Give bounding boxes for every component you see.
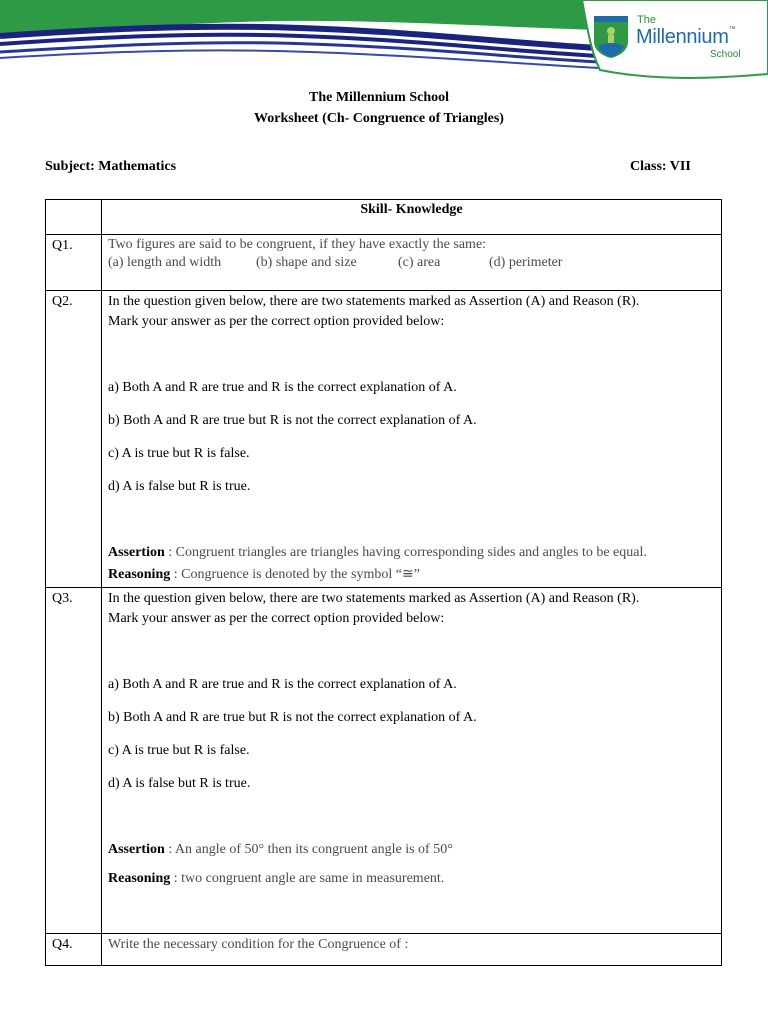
logo-school-text: School [710, 49, 741, 60]
q1-option-b: (b) shape and size [256, 255, 357, 270]
question-number-cell [46, 291, 102, 588]
q1-option-d: (d) perimeter [489, 255, 563, 270]
question-row [46, 291, 722, 588]
reasoning-text: : two congruent angle are same in measurement. [170, 871, 445, 886]
option-a: a) Both A and R are true and R is the correct explanation of A. [108, 677, 457, 692]
question-intro: In the question given below, there are two statements marked as Assertion (A) and Reason (R). [108, 294, 640, 309]
school-logo [584, 0, 768, 80]
school-name-heading: The Millennium School [308, 90, 450, 105]
table-header-row [46, 200, 722, 235]
question-text: Write the necessary condition for the Congruence of : [108, 937, 409, 952]
reasoning-label: Reasoning [108, 871, 171, 886]
question-number: Q4. [52, 937, 73, 952]
question-row [46, 934, 722, 966]
question-body-cell [102, 235, 722, 291]
reasoning-statement [108, 869, 715, 889]
reasoning-statement [108, 563, 715, 587]
option-d: d) A is false but R is true. [108, 479, 251, 494]
question-instruction: Mark your answer as per the correct option provided below: [108, 314, 445, 329]
assertion-label: Assertion [108, 545, 165, 560]
question-body-cell [102, 291, 722, 588]
reasoning-text: : Congruence is denoted by the symbol “≅” [170, 567, 420, 582]
option-b: b) Both A and R are true but R is not the correct explanation of A. [108, 710, 477, 725]
option-d: d) A is false but R is true. [108, 776, 251, 791]
question-number-cell [46, 588, 102, 934]
assertion-text: : Congruent triangles are triangles having corresponding sides and angles to be equal. [164, 545, 647, 560]
question-instruction: Mark your answer as per the correct option provided below: [108, 611, 445, 626]
header-number-cell [46, 200, 102, 235]
question-number-cell [46, 235, 102, 291]
q1-option-c: (c) area [398, 255, 441, 270]
option-b: b) Both A and R are true but R is not the correct explanation of A. [108, 413, 477, 428]
question-text: Two figures are said to be congruent, if they have exactly the same: [108, 237, 487, 252]
worksheet-table [45, 199, 722, 966]
question-body-cell [102, 934, 722, 966]
option-c: c) A is true but R is false. [108, 743, 250, 758]
assertion-text: : An angle of 50° then its congruent angle is of 50° [164, 842, 453, 857]
question-body-cell [102, 588, 722, 934]
class-label: Class: VII [630, 159, 691, 174]
q1-options [108, 254, 715, 272]
shield-icon [594, 16, 628, 58]
section-heading: Skill- Knowledge [360, 202, 463, 217]
question-number-cell [46, 934, 102, 966]
section-heading-cell [102, 200, 722, 235]
question-intro: In the question given below, there are two statements marked as Assertion (A) and Reason (R). [108, 591, 640, 606]
assertion-statement [108, 543, 715, 563]
question-number: Q1. [52, 238, 73, 253]
logo-the-text: The [637, 14, 656, 26]
question-row [46, 235, 722, 291]
worksheet-title: Worksheet (Ch- Congruence of Triangles) [254, 111, 504, 126]
question-row [46, 588, 722, 934]
subject-label: Subject: Mathematics [45, 159, 177, 174]
option-a: a) Both A and R are true and R is the correct explanation of A. [108, 380, 457, 395]
reasoning-label: Reasoning [108, 567, 171, 582]
q1-option-a: (a) length and width [108, 255, 222, 270]
assertion-label: Assertion [108, 842, 165, 857]
logo-name-text: Millennium™ [636, 26, 736, 48]
question-number: Q3. [52, 591, 73, 606]
question-number: Q2. [52, 294, 73, 309]
option-c: c) A is true but R is false. [108, 446, 250, 461]
assertion-statement [108, 840, 715, 860]
